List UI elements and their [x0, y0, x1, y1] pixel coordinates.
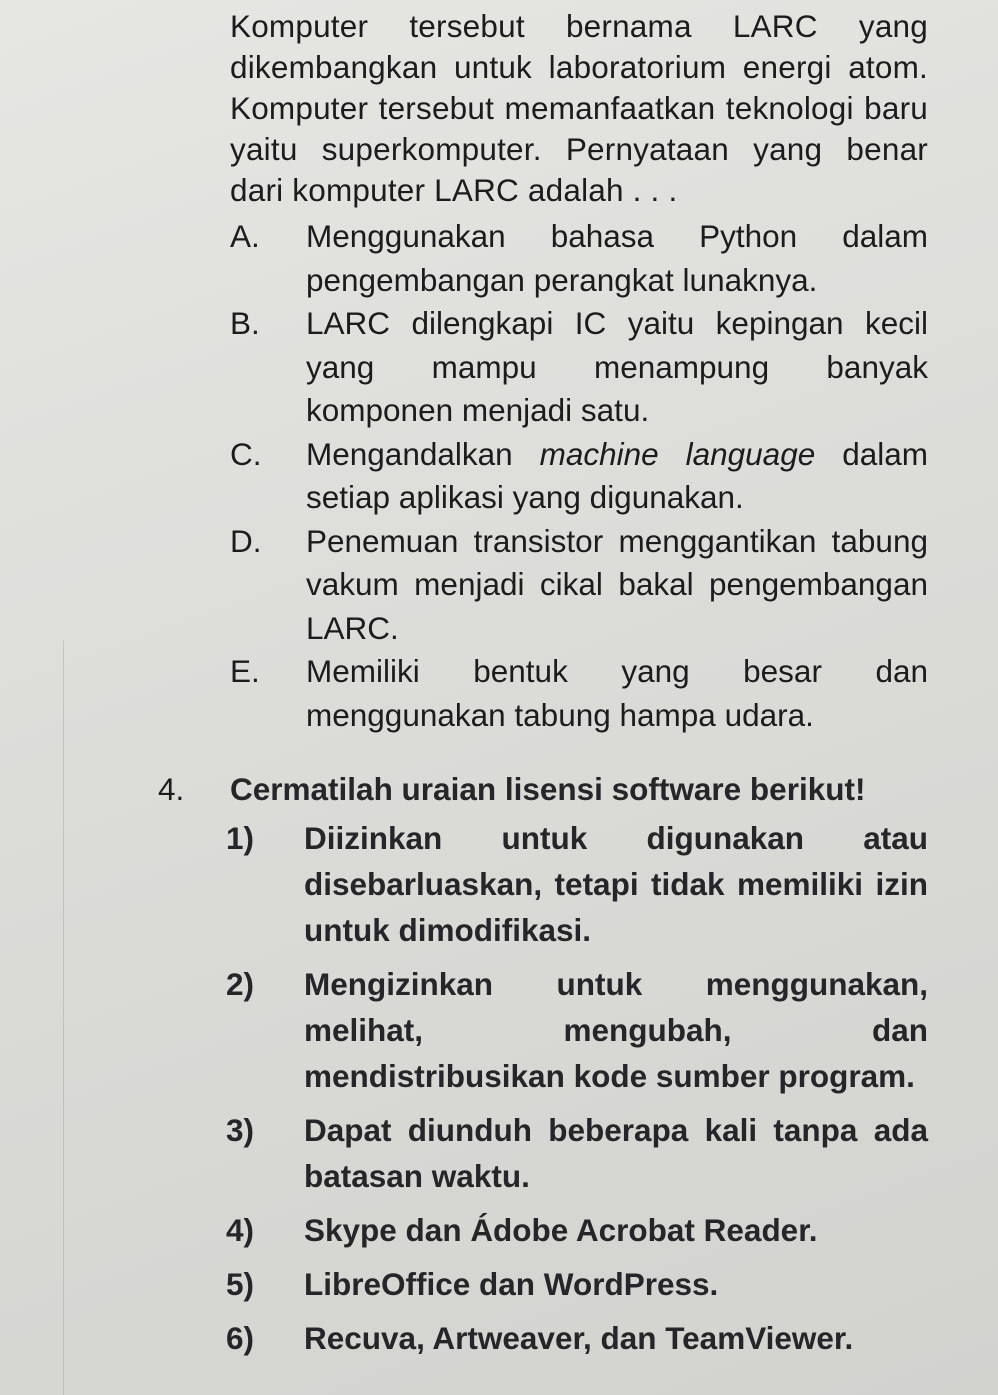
option-a [230, 215, 928, 302]
list-item [226, 961, 928, 1099]
item-text: Recuva, Artweaver, dan TeamViewer. [304, 1320, 854, 1356]
option-text-after: dalam setiap aplikasi yang digunakan. [306, 435, 928, 515]
question-number: 4. [158, 771, 185, 807]
question4-header [158, 767, 928, 811]
option-letter: B. [230, 305, 260, 341]
question4-items [226, 815, 928, 1361]
list-item [226, 1315, 928, 1361]
option-letter: C. [230, 435, 262, 472]
option-text-italic: machine language [539, 435, 816, 472]
item-text: Mengizinkan untuk menggunakan, melihat, mengubah, dan mendistribusikan kode sumber program. [304, 966, 928, 1094]
item-number: 4) [226, 1212, 255, 1248]
option-d [230, 520, 928, 651]
option-c [230, 433, 928, 520]
option-text: LARC dilengkapi IC yaitu kepingan kecil yang mampu menampung banyak komponen menjadi satu. [306, 305, 928, 428]
option-text-before: Mengandalkan [306, 435, 513, 472]
page-fold-line [63, 640, 64, 1395]
document-content [158, 6, 928, 1369]
option-letter: E. [230, 653, 260, 689]
item-number: 3) [226, 1112, 255, 1148]
item-text: Skype dan Ádobe Acrobat Reader. [304, 1212, 818, 1248]
option-b [230, 302, 928, 433]
list-item [226, 1261, 928, 1307]
item-text: Diizinkan untuk digunakan atau disebarluaskan, tetapi tidak memiliki izin untuk dimodifikasi. [304, 820, 928, 948]
option-text: Menggunakan bahasa Python dalam pengembangan perangkat lunaknya. [306, 218, 928, 298]
item-number: 6) [226, 1320, 255, 1356]
option-letter: A. [230, 218, 260, 254]
list-item [226, 1107, 928, 1199]
list-item [226, 1207, 928, 1253]
option-text: Penemuan transistor menggantikan tabung vakum menjadi cikal bakal pengembangan LARC. [306, 522, 928, 646]
option-letter: D. [230, 522, 262, 559]
option-text [306, 433, 928, 520]
option-text: Memiliki bentuk yang besar dan menggunakan tabung hampa udara. [306, 653, 928, 733]
option-e [230, 650, 928, 737]
question3-options [158, 215, 928, 737]
item-number: 1) [226, 820, 255, 856]
item-number: 2) [226, 966, 255, 1002]
question3-intro: Komputer tersebut bernama LARC yang dikembangkan untuk laboratorium energi atom. Komputer tersebut memanfaatkan teknologi baru yaitu superkomputer. Pernyataan yang benar dari komputer LARC adalah . . . [230, 8, 928, 208]
question-prompt: Cermatilah uraian lisensi software berikut! [230, 771, 866, 807]
list-item [226, 815, 928, 953]
item-text: Dapat diunduh beberapa kali tanpa ada batasan waktu. [304, 1112, 928, 1194]
item-text: LibreOffice dan WordPress. [304, 1266, 719, 1302]
item-number: 5) [226, 1266, 255, 1302]
